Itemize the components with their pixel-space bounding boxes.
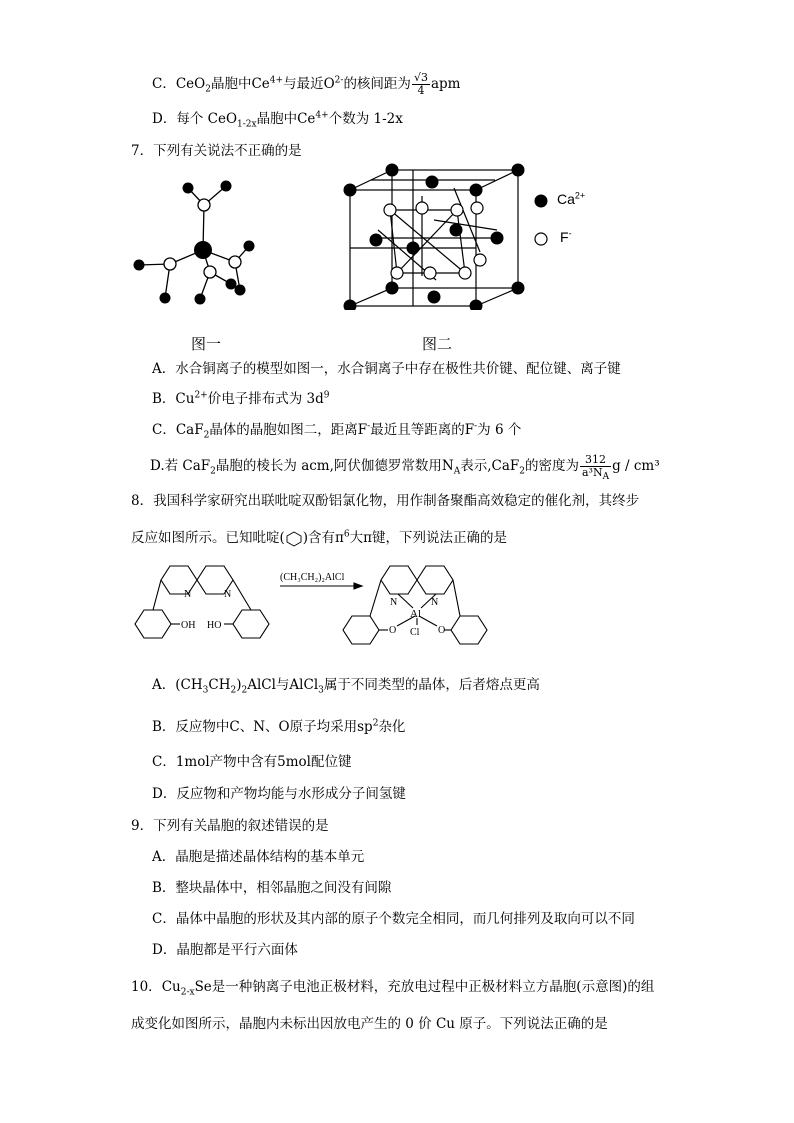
q9-option-b: B．整块晶体中，相邻晶胞之间没有间隙: [152, 880, 392, 896]
q7-option-c: C．CaF$_2$晶体的晶胞如图二，距离F-最近且等距离的F-为 6 个: [152, 421, 522, 441]
figure-1-caption: 图一: [191, 335, 222, 353]
q8-stem-line2: 反应如图所示。已知吡啶( )含有$\pi^6$大π键，下列说法正确的是: [131, 529, 508, 546]
q8-stem-line1: 8．我国科学家研究出联吡啶双酚铝氯化物，用作制备聚酯高效稳定的催化剂，其终步: [131, 493, 640, 509]
q9-option-d: D．晶胞都是平行六面体: [152, 942, 298, 958]
product-o2: O: [438, 625, 446, 636]
q6-option-d: D．每个 CeO$_{1-2x}$晶胞中$Ce^{4+}$个数为 1-2x: [152, 110, 403, 130]
q8-option-a: A．$(CH_3CH_2)_2AlCl$与AlCl$_3$属于不同类型的晶体，后者熔点更高: [152, 677, 540, 696]
q8-option-b: B．反应物中C、N、O原子均采用$sp^2$杂化: [152, 718, 406, 735]
q8-option-c: C．1mol产物中含有5mol配位键: [152, 754, 352, 770]
q7-option-a: A．水合铜离子的模型如图一，水合铜离子中存在极性共价键、配位键、离子键: [152, 361, 621, 377]
h-atom: [183, 183, 194, 194]
f-ion: [471, 202, 483, 214]
h-atom: [226, 279, 237, 290]
cu-atom: [194, 241, 212, 259]
h-atom: [195, 294, 206, 305]
legend-ca-label: $Ca^{2+}$: [557, 190, 586, 207]
reactant-n2: N: [224, 589, 232, 600]
h-atom: [160, 293, 171, 304]
q7-option-d: D.若 CaF$_2$晶胞的棱长为 acm,阿伏伽德罗常数用$N_A$表示,CaF$_2$的密度为 $\frac{312}{a^3N_A}$ g / cm³: [150, 453, 660, 483]
product-cl: Cl: [410, 627, 420, 638]
reagent-label: (CH₃CH₂)₂AlCl: [280, 572, 345, 583]
f-ion: [451, 204, 463, 216]
product-o1: O: [389, 625, 397, 636]
f-ion: [391, 267, 403, 279]
q7-stem: 7．下列有关说法不正确的是: [131, 143, 302, 159]
q7-option-b: B．$Cu^{2+}$价电子排布式为 $3d^9$: [152, 390, 330, 407]
f-ion: [474, 254, 486, 266]
h-atom: [244, 241, 255, 252]
h-atom: [235, 285, 246, 296]
ca-ion: [344, 300, 357, 311]
ca-ion: [512, 282, 525, 295]
q9-stem: 9．下列有关晶胞的叙述错误的是: [131, 818, 329, 834]
q6-option-c: C．CeO$_2$晶胞中$Ce^{4+}$与最近$O^{2-}$的核间距为 $\frac{√3}{4}$ apm: [152, 71, 461, 97]
ca-ion: [426, 176, 439, 189]
legend-ca-marker: [533, 193, 549, 209]
f-ion: [424, 267, 436, 279]
product-n2: N: [431, 597, 439, 608]
o-atom: [204, 266, 216, 278]
pyridine-icon: [285, 531, 303, 547]
ca-ion: [450, 224, 463, 237]
ca-ion: [428, 291, 441, 304]
q10-stem-line1: 10．$Cu_{2-x}Se$是一种钠离子电池正极材料，充放电过程中正极材料立方晶胞(示意图)的组: [131, 979, 655, 998]
figure-1-hydrated-copper-ion: [128, 180, 258, 310]
product-al: Al: [410, 608, 421, 620]
q8-reaction-scheme: [130, 558, 500, 653]
f-ion: [384, 204, 396, 216]
h-atom: [221, 181, 232, 192]
product-n1: N: [390, 597, 398, 608]
legend-f-label: F-: [560, 228, 572, 245]
ca-ion: [344, 184, 357, 197]
h-atom: [134, 260, 145, 271]
ca-ion: [512, 164, 525, 177]
o-atom: [164, 258, 176, 270]
figure-2-caf2-unit-cell: [340, 160, 530, 310]
figure-2-caption: 图二: [422, 335, 453, 353]
reactant-oh2: HO: [207, 620, 222, 631]
o-atom: [229, 256, 241, 268]
o-atom: [198, 199, 210, 211]
q9-option-c: C．晶体中晶胞的形状及其内部的原子个数完全相同，而几何排列及取向可以不同: [152, 911, 635, 927]
ca-ion: [386, 164, 399, 177]
ca-ion: [470, 184, 483, 197]
q8-option-d: D．反应物和产物均能与水形成分子间氢键: [152, 786, 406, 802]
density-fraction: $\frac{312}{a^3N_A}$: [582, 453, 610, 483]
reactant-n1: N: [184, 589, 192, 600]
ca-ion: [386, 282, 399, 295]
fraction-sqrt3-over-4: $\frac{√3}{4}$: [413, 71, 428, 97]
f-ion: [416, 202, 428, 214]
q10-stem-line2: 成变化如图所示，晶胞内未标出因放电产生的 0 价 Cu 原子。下列说法正确的是: [131, 1016, 608, 1032]
q9-option-a: A．晶胞是描述晶体结构的基本单元: [152, 849, 365, 865]
ca-ion: [470, 300, 483, 311]
ca-ion: [491, 232, 504, 245]
f-ion: [459, 267, 471, 279]
legend-f-marker: [533, 231, 549, 247]
reactant-oh1: OH: [181, 620, 196, 631]
ca-ion: [370, 234, 383, 247]
ca-ion: [407, 242, 420, 255]
